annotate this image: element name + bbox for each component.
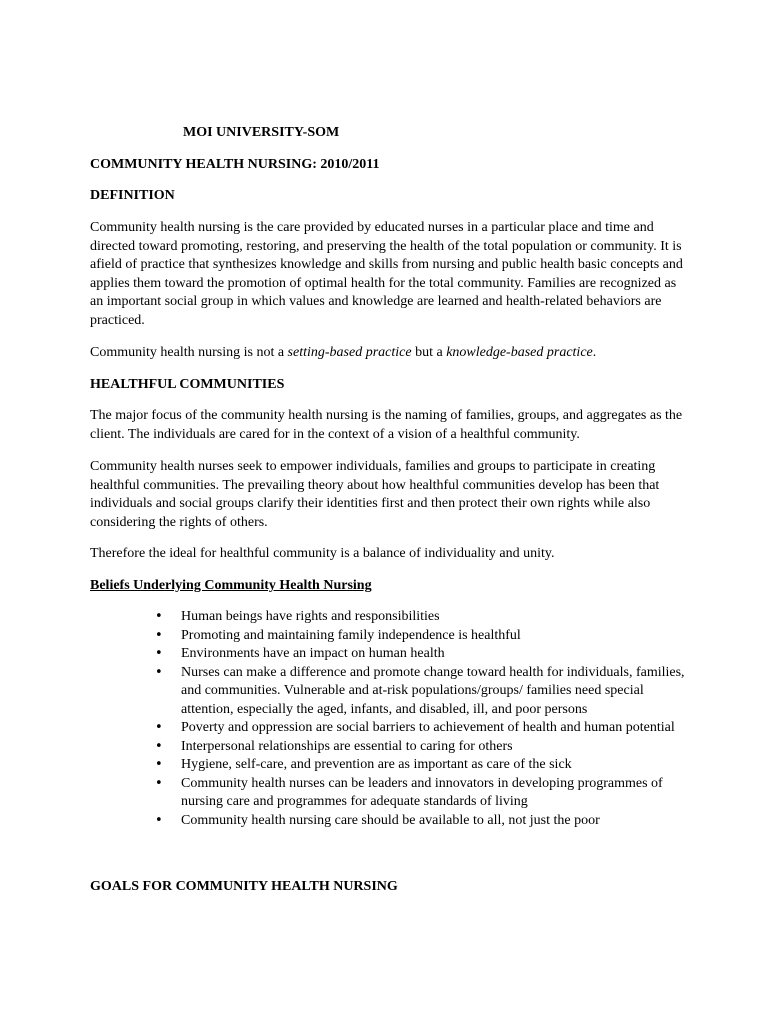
practice-emphasis-2: knowledge-based practice: [446, 345, 593, 360]
healthful-paragraph-2: Community health nurses seek to empower individuals, families and groups to participate in creating healthful communities. The prevailing theory about how healthful communities develop has been that individuals and social groups clarify their identities first and then protect their own rights while also considering the rights of others.: [90, 459, 660, 530]
list-item: • Promoting and maintaining family independence is healthful: [155, 627, 685, 646]
university-heading: MOI UNIVERSITY-SOM: [183, 125, 340, 140]
course-title: COMMUNITY HEALTH NURSING: 2010/2011: [90, 157, 380, 172]
list-item: • Hygiene, self-care, and prevention are as important as care of the sick: [155, 756, 685, 775]
list-item: • Community health nursing care should be available to all, not just the poor: [155, 812, 685, 831]
practice-paragraph: [90, 344, 690, 363]
practice-text-3: .: [592, 345, 597, 360]
healthful-paragraph-3: Therefore the ideal for healthful community is a balance of individuality and unity.: [90, 546, 555, 561]
list-item: • Human beings have rights and responsibilities: [155, 608, 685, 627]
definition-paragraph: Community health nursing is the care provided by educated nurses in a particular place and time and directed toward promoting, restoring, and preserving the health of the total population or community. It is afield of practice that synthesizes knowledge and skills from nursing and public health basic concepts and applies them toward the promotion of optimal health for the total community. Families are recognized as an important social group in which values and knowledge are learned and health-related behaviors are practiced.: [90, 220, 683, 328]
practice-text-1: Community health nursing is not a: [90, 345, 288, 360]
list-item: • Poverty and oppression are social barriers to achievement of health and human potential: [155, 719, 685, 738]
beliefs-list: [155, 608, 685, 830]
list-item: • Interpersonal relationships are essential to caring for others: [155, 738, 685, 757]
list-item: • Environments have an impact on human health: [155, 645, 685, 664]
practice-emphasis-1: setting-based practice: [287, 345, 412, 360]
healthful-paragraph-1: The major focus of the community health nursing is the naming of families, groups, and aggregates as the client. The individuals are cared for in the context of a vision of a healthful community.: [90, 408, 683, 442]
list-item: • Nurses can make a difference and promote change toward health for individuals, families, and communities. Vulnerable and at-risk populations/groups/ families need special attention, especially the aged, infants, and disabled, ill, and poor persons: [155, 664, 685, 720]
practice-text-2: but a: [411, 345, 447, 360]
list-item: • Community health nurses can be leaders and innovators in developing programmes of nursing care and programmes for adequate standards of living: [155, 775, 685, 812]
healthful-heading: HEALTHFUL COMMUNITIES: [90, 377, 285, 392]
beliefs-heading: Beliefs Underlying Community Health Nursing: [90, 578, 372, 593]
definition-heading: DEFINITION: [90, 188, 175, 203]
goals-heading: GOALS FOR COMMUNITY HEALTH NURSING: [90, 879, 398, 894]
